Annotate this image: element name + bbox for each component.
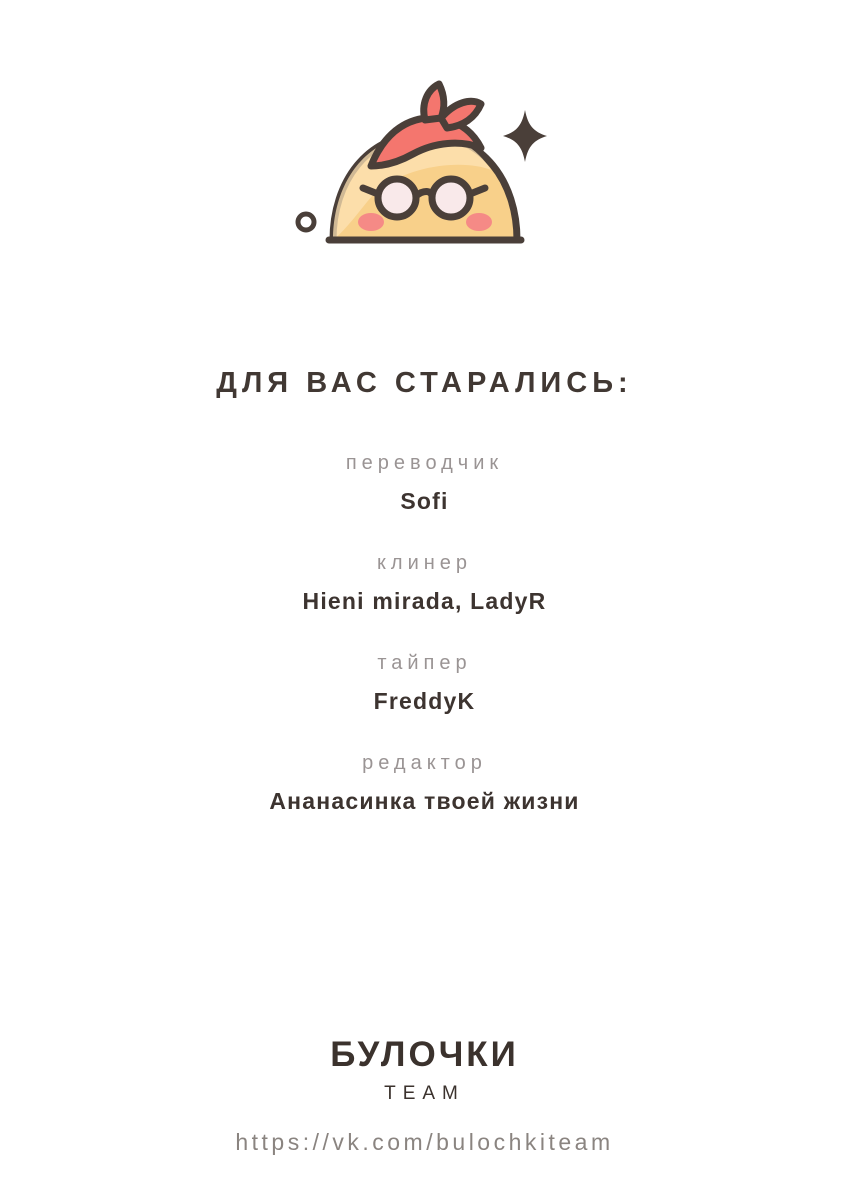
credit-item (374, 652, 476, 715)
credit-name: FreddyK (373, 688, 476, 714)
page-title: ДЛЯ ВАС СТАРАЛИСЬ: (216, 367, 633, 399)
credit-name: Ананасинка твоей жизни (269, 788, 580, 814)
credit-role: редактор (362, 752, 487, 774)
credit-item (269, 752, 579, 815)
team-link[interactable]: https://vk.com/bulochkiteam (235, 1129, 614, 1155)
team-subtitle: TEAM (384, 1083, 465, 1104)
credit-role: переводчик (345, 452, 504, 474)
credit-item (346, 452, 503, 515)
footer (0, 1035, 849, 1156)
team-name: БУЛОЧКИ (330, 1035, 519, 1074)
credit-role: клинер (376, 552, 473, 574)
credit-role: тайпер (377, 652, 472, 674)
credit-name: Sofi (400, 488, 449, 514)
credit-item (303, 552, 547, 615)
credits-list (0, 452, 849, 852)
credit-name: Hieni mirada, LadyR (302, 588, 547, 614)
bun-mascot-icon (275, 62, 575, 277)
